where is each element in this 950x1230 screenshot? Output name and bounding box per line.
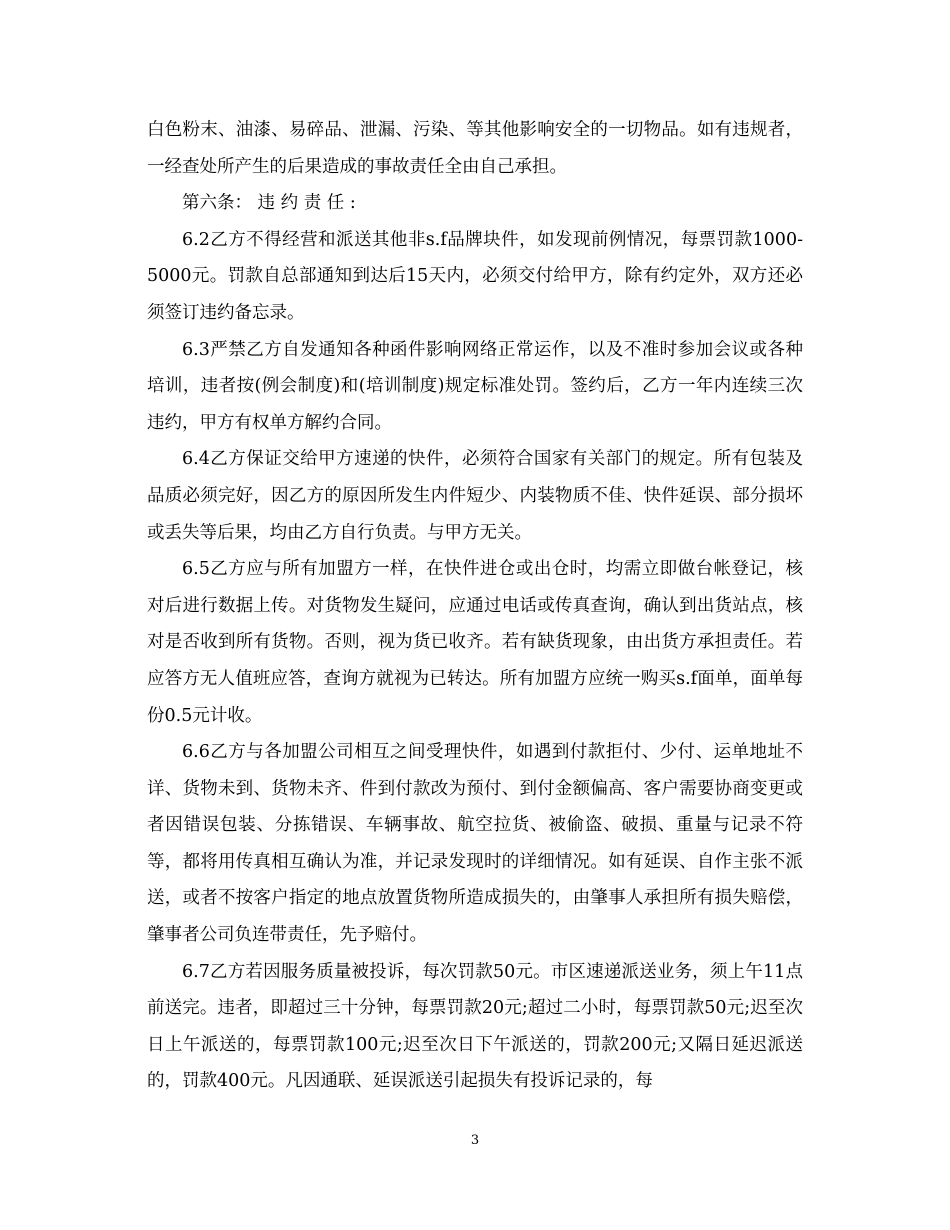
clause-6-5: 6.5乙方应与所有加盟方一样，在快件进仓或出仓时，均需立即做台帐登记，核对后进行数据上传。对货物发生疑问，应通过电话或传真查询，确认到出货站点，核对是否收到所有货物。否则，视为货已收齐。若有缺货现象，由出货方承担责任。若应答方无人值班应答，查询方就视为已转达。所有加盟方应统一购买s.f面单，面单每份0.5元计收。 bbox=[147, 559, 803, 726]
clause-6-3: 6.3严禁乙方自发通知各种函件影响网络正常运作，以及不准时参加会议或各种培训，违者按(例会制度)和(培训制度)规定标准处罚。签约后，乙方一年内连续三次违约，甲方有权单方解约合同。 bbox=[147, 339, 803, 433]
clause-6-2: 6.2乙方不得经营和派送其他非s.f品牌块件，如发现前例情况，每票罚款1000-5000元。罚款自总部通知到达后15天内，必须交付给甲方，除有约定外，双方还必须签订违约备忘录。 bbox=[147, 229, 803, 323]
contract-body bbox=[147, 112, 803, 1100]
clause-6-4: 6.4乙方保证交给甲方速递的快件，必须符合国家有关部门的规定。所有包装及品质必须完好，因乙方的原因所发生内件短少、内装物质不佳、快件延误、部分损坏或丢失等后果，均由乙方自行负责。与甲方无关。 bbox=[147, 449, 803, 543]
clause-6-6: 6.6乙方与各加盟公司相互之间受理快件，如遇到付款拒付、少付、运单地址不详、货物未到、货物未齐、件到付款改为预付、到付金额偏高、客户需要协商变更或者因错误包装、分拣错误、车辆事故、航空拉货、被偷盗、破损、重量与记录不符等，都将用传真相互确认为准，并记录发现时的详细情况。如有延误、自作主张不派送，或者不按客户指定的地点放置货物所造成损失的，由肇事人承担所有损失赔偿，肇事者公司负连带责任，先予赔付。 bbox=[147, 742, 803, 946]
page-number: 3 bbox=[470, 1133, 480, 1148]
clause-6-7: 6.7乙方若因服务质量被投诉，每次罚款50元。市区速递派送业务，须上午11点前送完。违者，即超过三十分钟，每票罚款20元;超过二小时，每票罚款50元;迟至次日上午派送的，每票罚款100元;迟至次日下午派送的，罚款200元;又隔日延迟派送的，罚款400元。凡因通联、延误派送引起损失有投诉记录的，每 bbox=[147, 961, 803, 1092]
article-six-heading: 第六条： 违 约 责 任 : bbox=[182, 193, 356, 214]
paragraph-prohibited-items-continued: 白色粉末、油漆、易碎品、泄漏、污染、等其他影响安全的一切物品。如有违规者，一经查处所产生的后果造成的事故责任全由自己承担。 bbox=[147, 120, 803, 177]
